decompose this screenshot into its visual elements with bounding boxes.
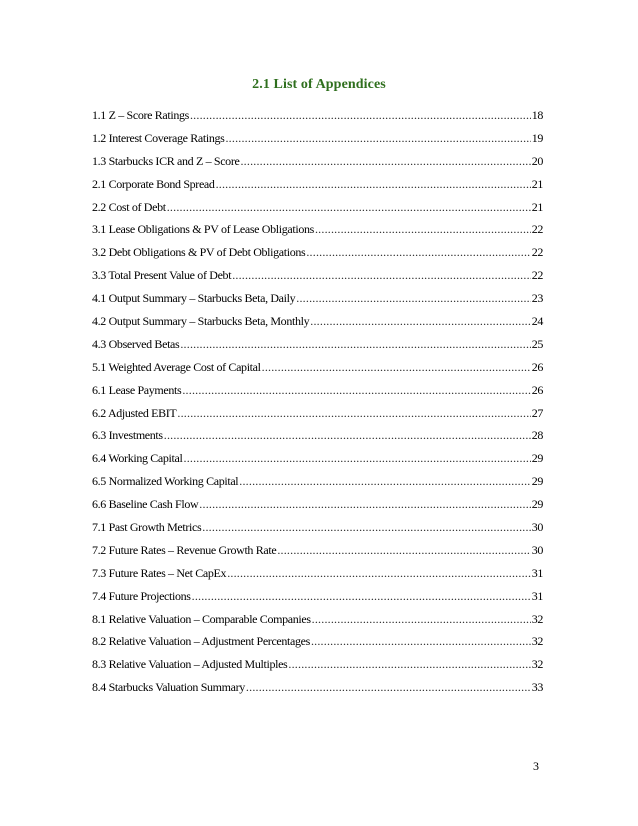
appendix-entry-page: 27 (531, 405, 543, 420)
appendix-entry-page: 28 (531, 428, 543, 443)
appendix-entry (92, 333, 543, 356)
appendix-entry-label: 7.4 Future Projections (92, 588, 191, 603)
appendix-entry-label: 6.3 Investments (92, 428, 163, 443)
appendix-entry-label: 1.1 Z – Score Ratings (92, 108, 189, 122)
appendix-entry-label: 7.2 Future Rates – Revenue Growth Rate (92, 542, 277, 557)
appendix-entry-page: 32 (531, 634, 543, 649)
dot-leader (310, 310, 530, 333)
appendix-entry-page: 31 (531, 565, 543, 580)
appendix-entry-page: 22 (531, 222, 543, 237)
appendix-entry-page: 30 (531, 520, 543, 535)
appendix-entry (92, 356, 543, 379)
dot-leader (315, 218, 531, 241)
appendix-entry (92, 608, 543, 631)
dot-leader (202, 516, 530, 539)
appendix-entry (92, 402, 543, 425)
appendix-entry-page: 26 (531, 382, 543, 397)
appendix-entry-label: 2.1 Corporate Bond Spread (92, 176, 215, 191)
appendix-entry (92, 653, 543, 676)
dot-leader (167, 196, 531, 219)
page-title: 2.1 List of Appendices (252, 77, 386, 92)
appendix-entry-page: 29 (531, 451, 543, 466)
dot-leader (182, 379, 530, 402)
appendix-entry (92, 173, 543, 196)
appendix-entry-label: 6.6 Baseline Cash Flow (92, 497, 199, 512)
dot-leader (239, 470, 530, 493)
appendix-entry-page: 30 (531, 542, 543, 557)
appendix-entry (92, 585, 543, 608)
appendix-entry-page: 26 (531, 359, 543, 374)
appendix-entry (92, 447, 543, 470)
dot-leader (184, 447, 531, 470)
appendix-entry-label: 7.3 Future Rates – Net CapEx (92, 565, 227, 580)
appendix-entry-label: 8.4 Starbucks Valuation Summary (92, 680, 245, 695)
appendix-entry-label: 3.3 Total Present Value of Debt (92, 268, 232, 283)
appendix-entry (92, 127, 543, 150)
appendix-entry (92, 379, 543, 402)
appendix-entry (92, 310, 543, 333)
dot-leader (180, 333, 530, 356)
appendix-entry-page: 23 (531, 291, 543, 306)
dot-leader (306, 241, 530, 264)
appendix-entry-page: 32 (531, 657, 543, 672)
appendix-entry (92, 424, 543, 447)
appendix-entry (92, 539, 543, 562)
appendix-entry (92, 104, 543, 127)
dot-leader (312, 608, 531, 631)
appendix-entry (92, 676, 543, 699)
appendix-entry-label: 4.3 Observed Betas (92, 336, 180, 351)
dot-leader (227, 562, 531, 585)
appendix-entry-label: 6.1 Lease Payments (92, 382, 182, 397)
dot-leader (192, 585, 531, 608)
dot-leader (232, 264, 531, 287)
appendix-entry-label: 7.1 Past Growth Metrics (92, 520, 202, 535)
dot-leader (262, 356, 531, 379)
appendix-entry (92, 196, 543, 219)
appendix-entry (92, 562, 543, 585)
appendix-entry-page: 33 (531, 680, 543, 695)
appendix-entry-page: 20 (531, 153, 543, 168)
appendix-entry-label: 1.3 Starbucks ICR and Z – Score (92, 153, 240, 168)
appendix-entry-label: 6.2 Adjusted EBIT (92, 405, 177, 420)
dot-leader (216, 173, 531, 196)
appendix-entry-label: 8.2 Relative Valuation – Adjustment Percentages (92, 634, 310, 649)
appendix-entry-page: 31 (531, 588, 543, 603)
appendix-list (92, 104, 543, 699)
appendix-entry-page: 24 (531, 314, 543, 329)
appendix-entry (92, 470, 543, 493)
appendix-entry-page: 21 (531, 176, 543, 191)
dot-leader (246, 676, 531, 699)
appendix-entry-label: 4.2 Output Summary – Starbucks Beta, Monthly (92, 314, 310, 329)
appendix-entry-page: 29 (531, 497, 543, 512)
appendix-entry-label: 8.1 Relative Valuation – Comparable Companies (92, 611, 311, 626)
appendix-entry-label: 1.2 Interest Coverage Ratings (92, 130, 225, 145)
appendix-entry-page: 32 (531, 611, 543, 626)
appendix-entry-label: 3.2 Debt Obligations & PV of Debt Obligations (92, 245, 306, 260)
appendix-entry (92, 516, 543, 539)
dot-leader (199, 493, 530, 516)
appendix-entry (92, 630, 543, 653)
appendix-entry-label: 6.5 Normalized Working Capital (92, 474, 239, 489)
appendix-entry (92, 287, 543, 310)
appendix-entry-label: 6.4 Working Capital (92, 451, 183, 466)
dot-leader (225, 127, 530, 150)
appendix-entry-page: 25 (531, 336, 543, 351)
dot-leader (311, 630, 531, 653)
dot-leader (164, 424, 531, 447)
appendix-entry (92, 150, 543, 173)
appendix-entry (92, 264, 543, 287)
appendix-entry (92, 218, 543, 241)
appendix-entry-page: 18 (531, 108, 543, 122)
dot-leader (277, 539, 530, 562)
appendix-entry-label: 5.1 Weighted Average Cost of Capital (92, 359, 261, 374)
page-number: 3 (533, 759, 539, 773)
appendix-entry-page: 22 (531, 245, 543, 260)
appendix-entry (92, 493, 543, 516)
dot-leader (296, 287, 530, 310)
appendix-entry-page: 29 (531, 474, 543, 489)
appendix-entry-label: 2.2 Cost of Debt (92, 199, 166, 214)
appendix-entry-label: 3.1 Lease Obligations & PV of Lease Obligations (92, 222, 314, 237)
appendix-entry-page: 19 (531, 130, 543, 145)
appendix-entry-page: 22 (531, 268, 543, 283)
dot-leader (240, 150, 530, 173)
appendix-entry-page: 21 (531, 199, 543, 214)
appendix-entry-label: 8.3 Relative Valuation – Adjusted Multiples (92, 657, 288, 672)
dot-leader (190, 104, 531, 127)
appendix-entry (92, 241, 543, 264)
dot-leader (177, 402, 530, 425)
appendix-entry-label: 4.1 Output Summary – Starbucks Beta, Daily (92, 291, 296, 306)
dot-leader (288, 653, 530, 676)
